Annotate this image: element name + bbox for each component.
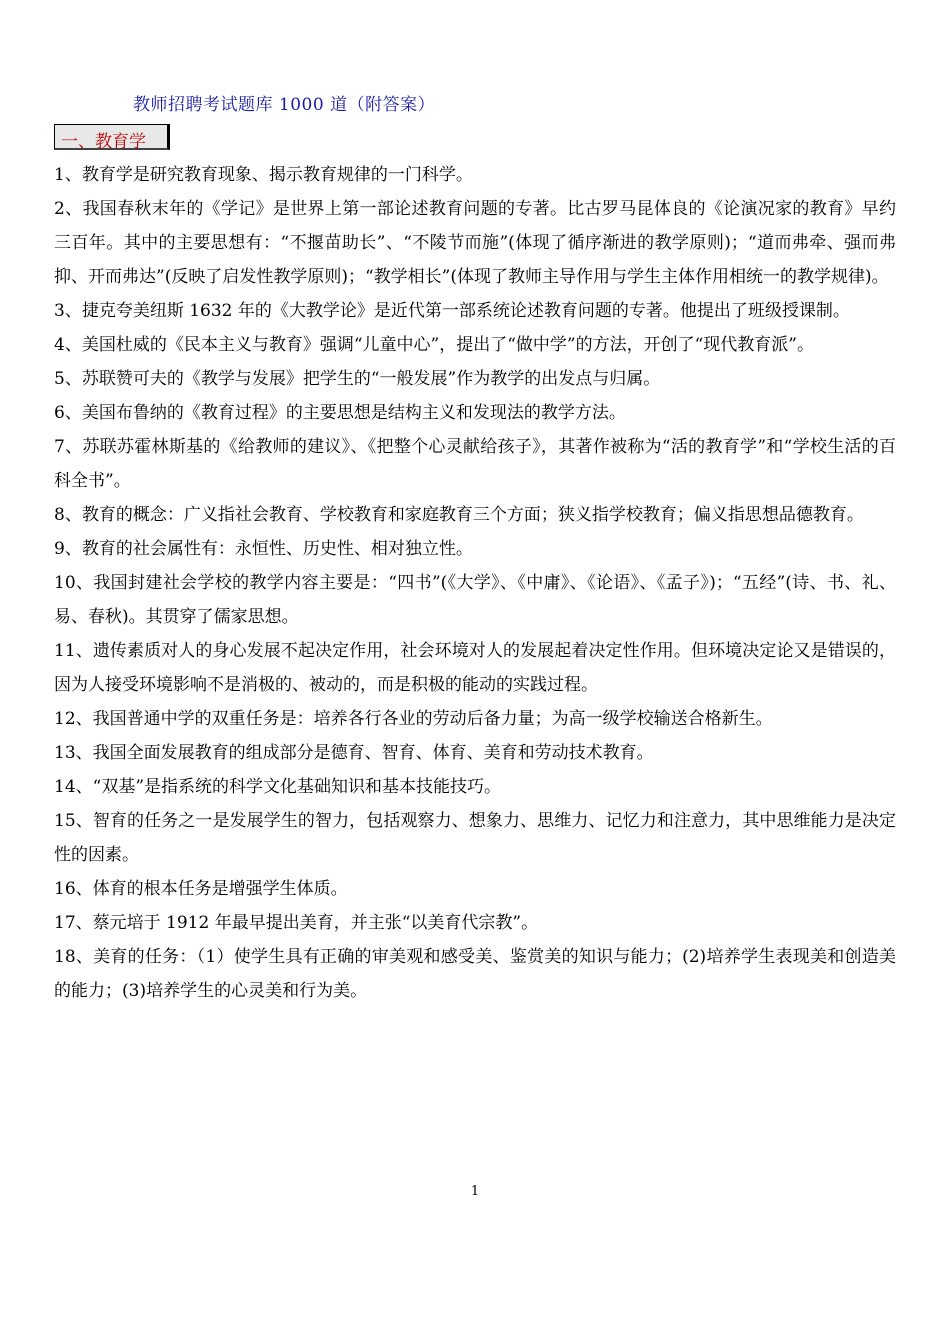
section-heading: 一、教育学 — [61, 132, 146, 152]
list-item: 3、捷克夸美纽斯 1632 年的《大教学论》是近代第一部系统论述教育问题的专著。他提出了班级授课制。 — [54, 301, 850, 321]
list-item: 8、教育的概念：广义指社会教育、学校教育和家庭教育三个方面；狭义指学校教育；偏义指思想品德教育。 — [54, 505, 864, 525]
list-item: 6、美国布鲁纳的《教育过程》的主要思想是结构主义和发现法的教学方法。 — [54, 403, 626, 423]
list-item: 17、蔡元培于 1912 年最早提出美育，并主张“以美育代宗教”。 — [54, 913, 539, 933]
document-title: 教师招聘考试题库 1000 道（附答案） — [133, 95, 436, 115]
list-item: 12、我国普通中学的双重任务是：培养各行各业的劳动后备力量；为高一级学校输送合格新生。 — [54, 709, 773, 729]
page-number: 1 — [470, 1184, 480, 1199]
list-item: 7、苏联苏霍林斯基的《给教师的建议》、《把整个心灵献给孩子》，其著作被称为“活的教育学”和“学校生活的百科全书”。 — [54, 437, 896, 491]
list-item: 13、我国全面发展教育的组成部分是德育、智育、体育、美育和劳动技术教育。 — [54, 743, 654, 763]
list-item: 4、美国杜威的《民本主义与教育》强调“儿童中心”，提出了“做中学”的方法，开创了“现代教育派”。 — [54, 335, 814, 355]
list-item: 5、苏联赞可夫的《教学与发展》把学生的“一般发展”作为教学的出发点与归属。 — [54, 369, 661, 389]
list-item: 15、智育的任务之一是发展学生的智力，包括观察力、想象力、思维力、记忆力和注意力，其中思维能力是决定性的因素。 — [54, 811, 896, 865]
list-item: 14、“双基”是指系统的科学文化基础知识和基本技能技巧。 — [54, 777, 502, 797]
list-item: 11、遗传素质对人的身心发展不起决定作用，社会环境对人的发展起着决定性作用。但环境决定论又是错误的，因为人接受环境影响不是消极的、被动的，而是积极的能动的实践过程。 — [54, 641, 896, 695]
list-item: 1、教育学是研究教育现象、揭示教育规律的一门科学。 — [54, 165, 473, 185]
list-item: 10、我国封建社会学校的教学内容主要是：“四书”(《大学》、《中庸》、《论语》、《孟子》)；“五经”(诗、书、礼、易、春秋)。其贯穿了儒家思想。 — [54, 573, 896, 627]
list-item: 9、教育的社会属性有：永恒性、历史性、相对独立性。 — [54, 539, 473, 559]
list-item: 18、美育的任务：（1）使学生具有正确的审美观和感受美、鉴赏美的知识与能力；(2)培养学生表现美和创造美的能力；(3)培养学生的心灵美和行为美。 — [54, 947, 896, 1001]
content-body — [54, 158, 896, 1008]
section-heading-box — [54, 124, 170, 150]
list-item: 16、体育的根本任务是增强学生体质。 — [54, 879, 348, 899]
list-item: 2、我国春秋末年的《学记》是世界上第一部论述教育问题的专著。比古罗马昆体良的《论演况家的教育》早约三百年。其中的主要思想有：“不揠苗助长”、“不陵节而施”(体现了循序渐进的教学原则)；“道而弗牵、强而弗抑、开而弗达”(反映了启发性教学原则)；“教学相长”(体现了教师主导作用与学生主体作用相统一的教学规律)。 — [54, 199, 896, 287]
